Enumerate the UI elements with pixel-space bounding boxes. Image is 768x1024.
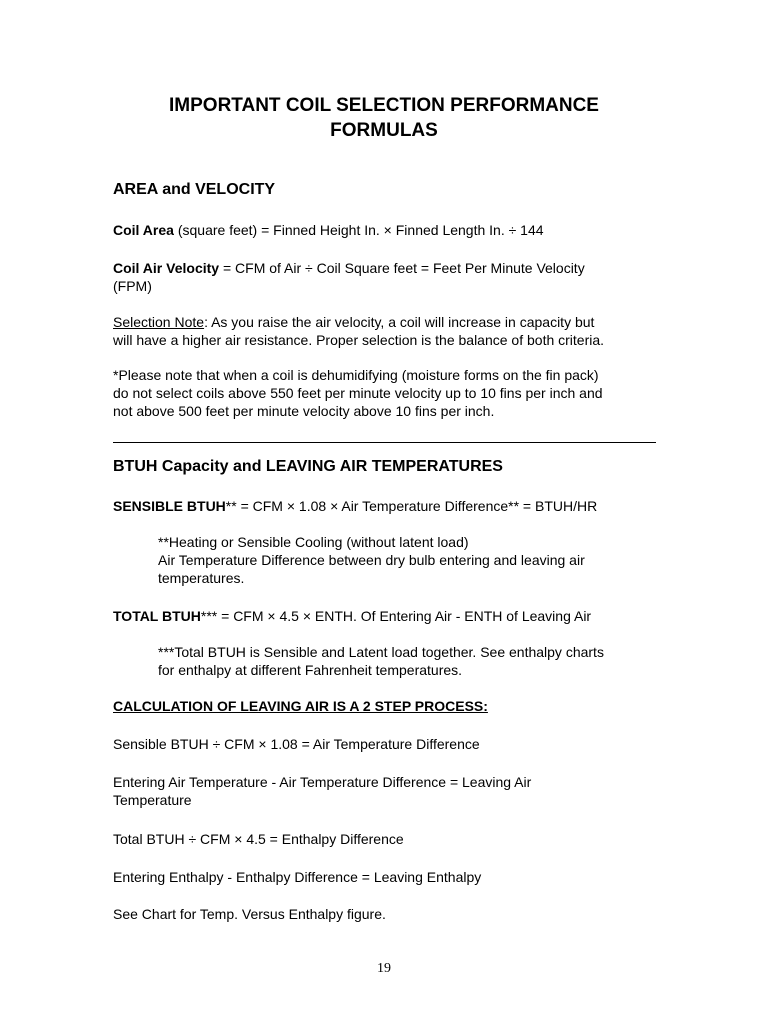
sensible-note-line-1: **Heating or Sensible Cooling (without latent load): [158, 534, 469, 550]
section-heading-btuh: BTUH Capacity and LEAVING AIR TEMPERATURES: [113, 458, 503, 475]
coil-air-velocity-text: = CFM of Air ÷ Coil Square feet = Feet Per Minute Velocity: [219, 260, 585, 276]
coil-air-velocity-label: Coil Air Velocity: [113, 260, 220, 276]
see-chart-note: See Chart for Temp. Versus Enthalpy figure.: [113, 906, 386, 922]
calculation-heading-text: CALCULATION OF LEAVING AIR IS A 2 STEP PROCESS:: [113, 698, 488, 714]
total-btuh-text: *** = CFM × 4.5 × ENTH. Of Entering Air - ENTH of Leaving Air: [200, 608, 592, 624]
selection-note: [113, 313, 658, 349]
calculation-step-2-line-1: Entering Air Temperature - Air Temperature Difference = Leaving Air: [113, 774, 532, 790]
sensible-note-line-2: Air Temperature Difference between dry bulb entering and leaving air: [158, 552, 585, 568]
sensible-btuh-text: ** = CFM × 1.08 × Air Temperature Difference** = BTUH/HR: [225, 498, 598, 514]
section-heading-area-velocity: AREA and VELOCITY: [113, 181, 276, 198]
calculation-step-2-line-2: Temperature: [113, 792, 192, 808]
calculation-step-1: Sensible BTUH ÷ CFM × 1.08 = Air Temperature Difference: [113, 736, 480, 752]
page-number: 19: [377, 961, 391, 976]
total-note-line-1: ***Total BTUH is Sensible and Latent load together. See enthalpy charts: [158, 644, 604, 660]
page-title-line-1: IMPORTANT COIL SELECTION PERFORMANCE: [169, 95, 599, 116]
dehumidifying-note-line-3: not above 500 feet per minute velocity above 10 fins per inch.: [113, 403, 495, 419]
page-title: [113, 93, 655, 143]
page-title-line-2: FORMULAS: [330, 120, 438, 141]
dehumidifying-note-line-2: do not select coils above 550 feet per minute velocity up to 10 fins per inch and: [113, 385, 603, 401]
coil-area-formula: [113, 221, 658, 239]
total-btuh-note: [158, 643, 658, 679]
section-divider: [113, 442, 656, 443]
calculation-step-2: [113, 773, 658, 809]
sensible-btuh-formula: [113, 497, 658, 515]
calculation-step-3: Total BTUH ÷ CFM × 4.5 = Enthalpy Difference: [113, 831, 404, 847]
total-btuh-formula: [113, 607, 658, 625]
dehumidifying-note-line-1: *Please note that when a coil is dehumidifying (moisture forms on the fin pack): [113, 367, 599, 383]
selection-note-text-2: will have a higher air resistance. Proper selection is the balance of both criteria.: [113, 332, 605, 348]
calculation-heading: [113, 697, 658, 715]
total-note-line-2: for enthalpy at different Fahrenheit temperatures.: [158, 662, 463, 678]
sensible-note-line-3: temperatures.: [158, 570, 245, 586]
coil-air-velocity-formula: [113, 259, 658, 295]
sensible-btuh-note: [158, 533, 658, 587]
total-btuh-label: TOTAL BTUH: [113, 608, 201, 624]
coil-area-label: Coil Area: [113, 222, 174, 238]
dehumidifying-note: [113, 366, 658, 420]
sensible-btuh-label: SENSIBLE BTUH: [113, 498, 226, 514]
calculation-step-4: Entering Enthalpy - Enthalpy Difference = Leaving Enthalpy: [113, 869, 482, 885]
selection-note-label: Selection Note: [113, 314, 205, 330]
coil-air-velocity-text-2: (FPM): [113, 278, 152, 294]
coil-area-text: (square feet) = Finned Height In. × Finned Length In. ÷ 144: [173, 222, 544, 238]
selection-note-text-1: : As you raise the air velocity, a coil will increase in capacity but: [204, 314, 595, 330]
